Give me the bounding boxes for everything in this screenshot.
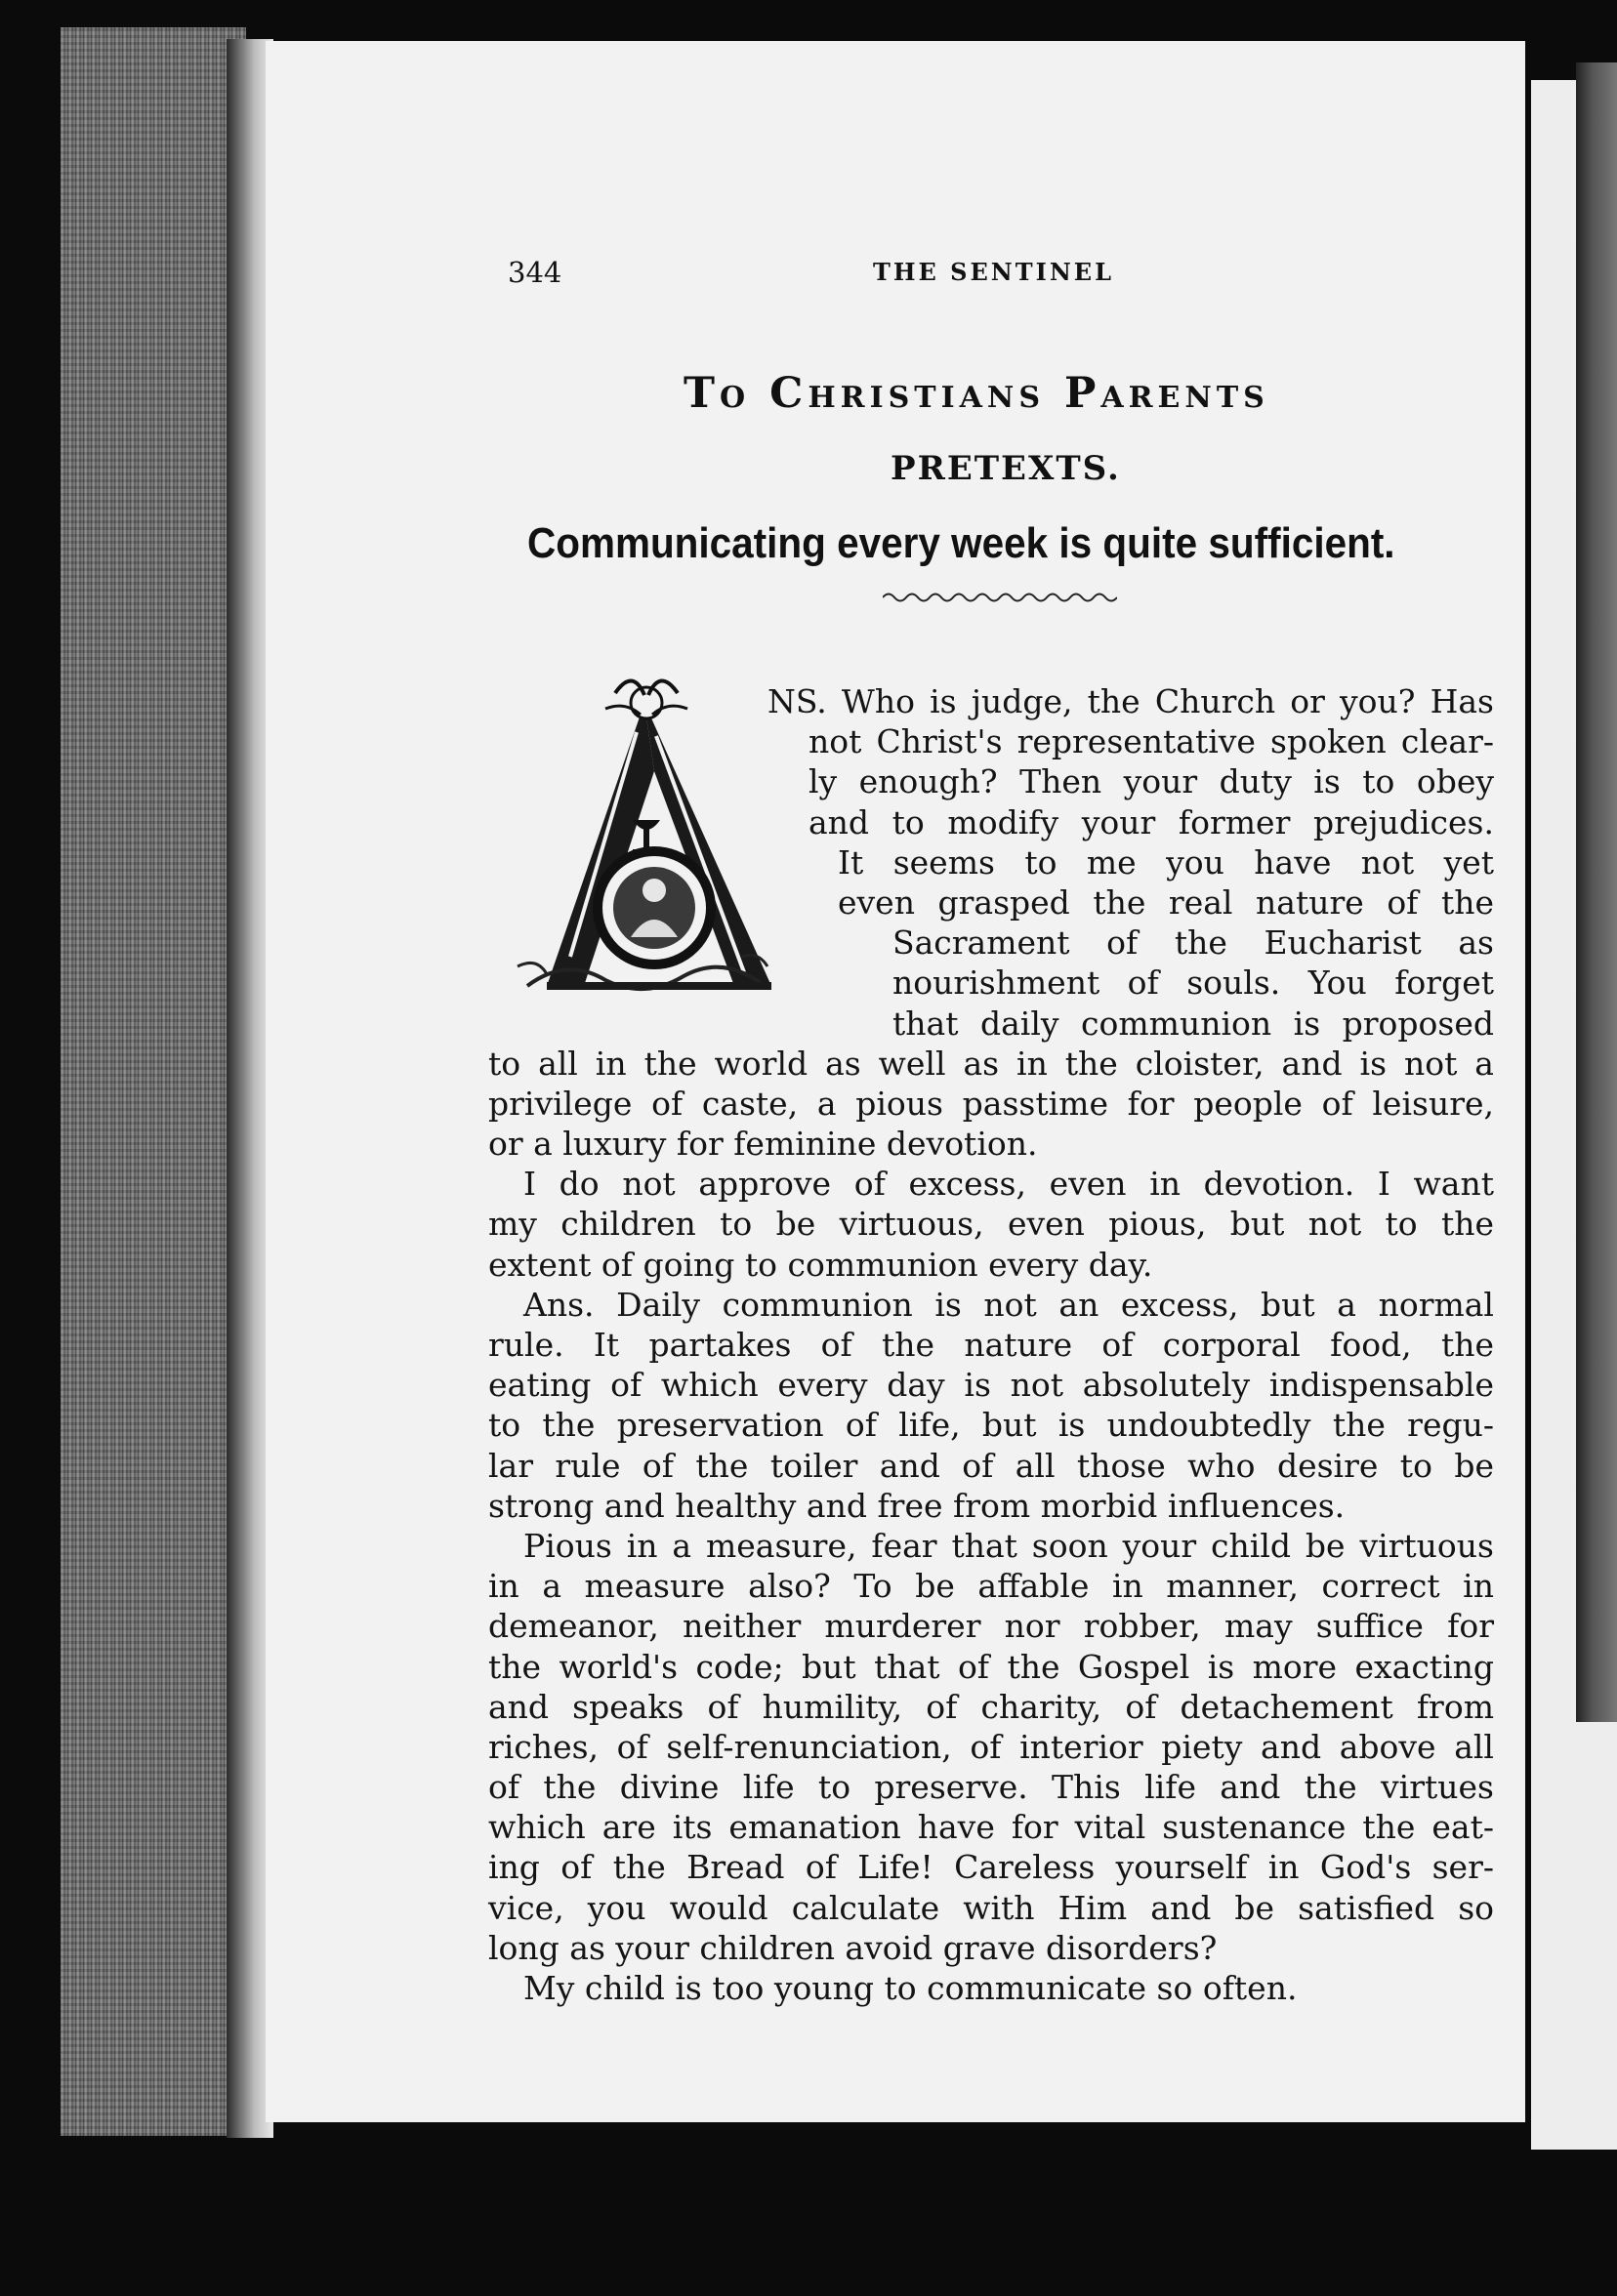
body-line: that daily communion is proposed [892,1004,1494,1043]
lead-question: Communicating every week is quite sufficient. [527,519,1395,567]
paragraph-2 [488,1164,1494,1285]
running-head [508,256,1152,295]
body-line: even grasped the real nature of the [838,882,1494,922]
body-line: extent of going to communion every day. [488,1245,1153,1284]
body-line: demeanor, neither murderer nor robber, may suffice for [488,1607,1494,1646]
body-line: My child is too young to communicate so often. [523,1969,1298,2007]
body-line: Ans. Daily communion is not an excess, but a normal [523,1285,1494,1324]
article-body [488,681,1494,2008]
body-line: which are its emanation have for vital sustenance the eat- [488,1808,1494,1847]
body-line: I do not approve of excess, even in devotion. I want [523,1165,1494,1204]
body-line: NS. Who is judge, the Church or you? Has [767,682,1494,720]
body-line: eating of which every day is not absolutely indispensable [488,1366,1494,1405]
body-line: riches, of self-renunciation, of interior piety and above all [488,1727,1494,1766]
paragraph-5 [488,1968,1494,2008]
article-subhead: PRETEXTS. [891,449,1121,488]
body-line: to all in the world as well as in the cloister, and is not a [488,1044,1494,1083]
body-line: long as your children avoid grave disorders? [488,1928,1218,1967]
body-line: Sacrament of the Eucharist as [892,923,1494,963]
body-line: nourishment of souls. You forget [892,964,1494,1003]
body-line: not Christ's representative spoken clear- [808,722,1494,761]
body-line: of the divine life to preserve. This life and the virtues [488,1768,1494,1807]
book-page-edges [61,27,246,2136]
body-line: rule. It partakes of the nature of corporal food, the [488,1326,1494,1364]
wavy-divider [883,590,1117,605]
body-line: privilege of caste, a pious passtime for people of leisure, [488,1084,1494,1123]
body-line: strong and healthy and free from morbid influences. [488,1486,1346,1525]
paragraph-3 [488,1285,1494,1526]
body-line: Pious in a measure, fear that soon your child be virtuous [523,1526,1494,1565]
body-line: to the preservation of life, but is undoubtedly the regu- [488,1406,1494,1445]
body-line: ing of the Bread of Life! Careless yourself in God's ser- [488,1848,1494,1887]
article-headline: To Christians Parents [684,369,1269,418]
body-line: and speaks of humility, of charity, of detachement from [488,1687,1494,1726]
facing-page-illustration-edge [1576,62,1617,1722]
body-line: It seems to me you have not yet [838,842,1494,882]
body-line: my children to be virtuous, even pious, but not to the [488,1205,1494,1244]
body-line: in a measure also? To be affable in manner, correct in [488,1567,1494,1606]
body-line: lar rule of the toiler and of all those who desire to be [488,1446,1494,1485]
body-line: or a luxury for feminine devotion. [488,1125,1038,1164]
running-title: THE SENTINEL [873,258,1114,286]
body-line: ly enough? Then your duty is to obey [808,762,1494,801]
body-line: vice, you would calculate with Him and be satisfied so [488,1888,1494,1927]
paragraph-1 [488,681,1494,1164]
paragraph-4 [488,1526,1494,1968]
body-line: and to modify your former prejudices. [808,802,1494,841]
body-line: the world's code; but that of the Gospel is more exacting [488,1647,1494,1686]
page-number: 344 [508,256,562,289]
